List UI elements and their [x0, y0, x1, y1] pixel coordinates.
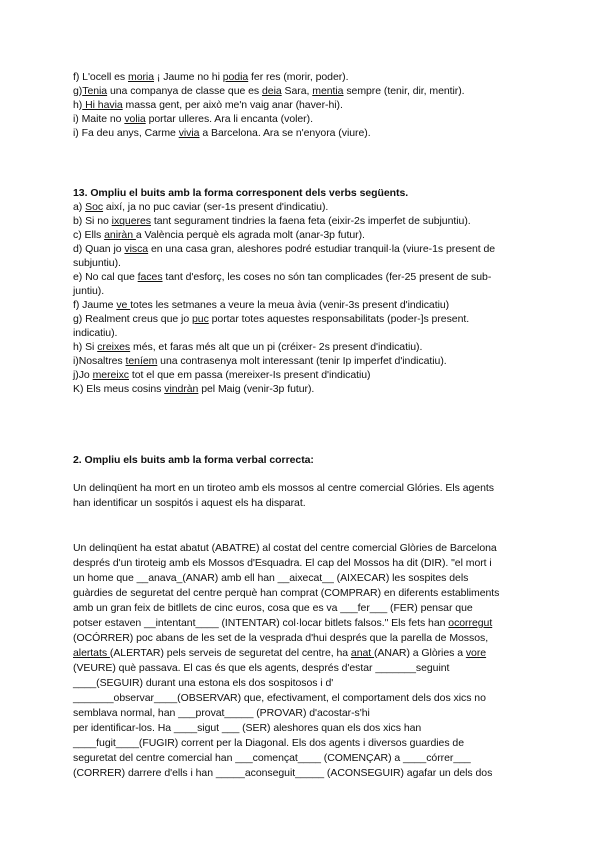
answer-underlined: vindràn — [164, 383, 199, 395]
exercise-2-text-line — [73, 646, 533, 661]
text-segment: h) Si — [73, 341, 98, 353]
exercise-2-text-line — [73, 601, 533, 616]
answer-underlined: creixes — [97, 341, 131, 353]
text-segment: semblava normal, han ___provat_____ (PROVAR) d'acostar-s'hi — [73, 707, 370, 719]
answer-underlined: ocorregut — [448, 617, 493, 629]
text-segment: subjuntiu). — [73, 257, 121, 269]
previous-exercise-continuation — [73, 70, 533, 140]
exercise-2-text-line — [73, 556, 533, 571]
answer-underlined: mereixc — [92, 369, 129, 381]
answer-underlined: Tenia — [82, 85, 108, 97]
exercise-2-text-line — [73, 766, 533, 781]
text-segment: potser estaven __intentant____ (INTENTAR) col·locar bitlets falsos." Els fets han — [73, 617, 449, 629]
text-segment: Un delinqüent ha estat abatut (ABATRE) al costat del centre comercial Glòries de Barcelona — [73, 542, 497, 554]
exercise-2-text-line — [73, 541, 533, 556]
exercise-13-line — [73, 270, 533, 284]
previous-exercise-line — [73, 112, 533, 126]
text-segment: ____(SEGUIR) durant una estona els dos sospitosos i d' — [73, 677, 334, 689]
text-segment: h) — [73, 99, 83, 111]
exercise-2-text — [73, 541, 533, 781]
text-segment: així, ja no puc caviar (ser-1s present d'indicatiu). — [103, 201, 329, 213]
text-segment: tant segurament tindries la faena feta (eixir-2s imperfet de subjuntiu). — [150, 215, 471, 227]
exercise-2-text-line — [73, 571, 533, 586]
exercise-2-intro — [73, 481, 533, 511]
text-segment: b) Si no — [73, 215, 112, 227]
exercise-13-line — [73, 200, 533, 214]
answer-underlined: visca — [124, 243, 149, 255]
answer-underlined: vivia — [178, 127, 200, 139]
exercise-13-items — [73, 200, 533, 396]
exercise-13-line — [73, 214, 533, 228]
text-segment: (ALERTAR) pels serveis de seguretat del centre, ha — [109, 647, 351, 659]
answer-underlined: puc — [191, 313, 209, 325]
exercise-2-text-line — [73, 661, 533, 676]
answer-underlined: anat — [350, 647, 375, 659]
exercise-2-text-line — [73, 721, 533, 736]
exercise-2-text-line — [73, 676, 533, 691]
exercise-2-intro-line — [73, 496, 533, 511]
text-segment: ¡ Jaume no hi — [154, 71, 223, 83]
exercise-13-line — [73, 368, 533, 382]
text-segment: g) — [73, 85, 83, 97]
text-segment: e) No cal que — [73, 271, 138, 283]
previous-exercise-line — [73, 70, 533, 84]
previous-exercise-line — [73, 98, 533, 112]
answer-underlined: mentia — [312, 85, 344, 97]
text-segment: i) Maite no — [73, 113, 125, 125]
exercise-2-heading: 2. Ompliu els buits amb la forma verbal correcta: — [73, 454, 314, 466]
text-segment: a València perquè els agrada molt (anar-3p futur). — [135, 229, 365, 241]
text-segment: una contrasenya molt interessant (tenir Ip imperfet d'indicatiu). — [157, 355, 447, 367]
text-segment: tot el que em passa (mereixer-Is present d'indicatiu) — [129, 369, 371, 381]
text-segment: g) Realment creus que jo — [73, 313, 192, 325]
previous-exercise-line — [73, 126, 533, 140]
text-segment: K) Els meus cosins — [73, 383, 165, 395]
answer-underlined: volia — [124, 113, 146, 125]
answer-underlined: Hi havia — [82, 99, 123, 111]
exercise-13-line — [73, 340, 533, 354]
text-segment: c) Ells — [73, 229, 105, 241]
exercise-2-text-line — [73, 691, 533, 706]
exercise-13 — [73, 186, 533, 396]
exercise-2-text-line — [73, 586, 533, 601]
text-segment: indicatiu). — [73, 327, 118, 339]
text-segment: seguretat del centre comercial han ___començat____ (COMENÇAR) a ____córrer___ — [73, 752, 471, 764]
exercise-2-intro-line — [73, 481, 533, 496]
exercise-13-heading: 13. Ompliu el buits amb la forma corresponent dels verbs següents. — [73, 187, 409, 199]
exercise-13-line — [73, 298, 533, 312]
answer-underlined: faces — [137, 271, 163, 283]
answer-underlined: ixqueres — [111, 215, 151, 227]
exercise-13-line — [73, 354, 533, 368]
text-segment: guàrdies de seguretat del centre perquè han comprat (COMPRAR) en diferents establiments — [73, 587, 500, 599]
text-segment: Sara, — [281, 85, 313, 97]
text-segment: després d'un tiroteig amb els Mossos d'Esquadra. El cap del Mossos ha dit (DIR). "el mort i — [73, 557, 492, 569]
text-segment: fer res (morir, poder). — [248, 71, 349, 83]
text-segment: i) Fa deu anys, Carme — [73, 127, 179, 139]
text-segment: tant d'esforç, les coses no són tan complicades (fer-25 present de sub- — [162, 271, 492, 283]
text-segment: amb un gran feix de bitllets de cinc euros, cosa que es va ___fer___ (FER) pensar que — [73, 602, 473, 614]
answer-underlined: Soc — [85, 201, 104, 213]
text-segment: i)Nosaltres — [73, 355, 126, 367]
exercise-13-line — [73, 326, 533, 340]
text-segment: ____fugit____(FUGIR) corrent per la Diagonal. Els dos agents i diversos guardies de — [73, 737, 464, 749]
answer-underlined: podia — [222, 71, 249, 83]
text-segment: portar totes aquestes responsabilitats (poder-]s present. — [208, 313, 470, 325]
text-segment: per identificar-los. Ha ____sigut ___ (SER) aleshores quan els dos xics han — [73, 722, 422, 734]
exercise-13-line — [73, 312, 533, 326]
text-segment: (ANAR) a Glòries a — [374, 647, 466, 659]
text-segment: en una casa gran, aleshores podré estudiar tranquil·la (viure-1s present de — [148, 243, 496, 255]
text-segment: portar ulleres. Ara li encanta (voler). — [145, 113, 313, 125]
exercise-13-line — [73, 256, 533, 270]
exercise-2-text-line — [73, 616, 533, 631]
answer-underlined: vore — [465, 647, 487, 659]
text-segment: Un delinqüent ha mort en un tiroteo amb els mossos al centre comercial Glóries. Els agents — [73, 482, 494, 494]
exercise-2-text-line — [73, 706, 533, 721]
exercise-2-text-line — [73, 736, 533, 751]
text-segment: totes les setmanes a veure la meua àvia (venir-3s present d'indicatiu) — [130, 299, 450, 311]
text-segment: una companya de classe que es — [107, 85, 262, 97]
text-segment: (VEURE) què passava. El cas és que els agents, després d'estar _______seguint — [73, 662, 450, 674]
text-segment: juntiu). — [73, 285, 105, 297]
text-segment: pel Maig (venir-3p futur). — [198, 383, 315, 395]
text-segment: a Barcelona. Ara se n'enyora (viure). — [199, 127, 371, 139]
text-segment: han identificar un sospitós i aquest els ha disparat. — [73, 497, 306, 509]
text-segment: massa gent, per això me'n vaig anar (haver-hi). — [122, 99, 343, 111]
previous-exercise-line — [73, 84, 533, 98]
text-segment: (CORRER) darrere d'ells i han _____aconseguit_____ (ACONSEGUIR) agafar un dels dos — [73, 767, 493, 779]
text-segment: f) Jaume — [73, 299, 117, 311]
text-segment: d) Quan jo — [73, 243, 125, 255]
exercise-2-heading-block — [73, 453, 533, 467]
exercise-13-line — [73, 242, 533, 256]
text-segment: _______observar____(OBSERVAR) que, efectivament, el comportament dels dos xics no — [73, 692, 486, 704]
answer-underlined: teníem — [125, 355, 158, 367]
exercise-2-text-line — [73, 631, 533, 646]
text-segment: a) — [73, 201, 86, 213]
text-segment: un home que __anava_(ANAR) amb ell han __aixecat__ (AIXECAR) les sospites dels — [73, 572, 469, 584]
text-segment: j)Jo — [73, 369, 93, 381]
answer-underlined: aniràn — [104, 229, 136, 241]
answer-underlined: ve — [116, 299, 131, 311]
answer-underlined: alertats — [73, 647, 110, 659]
exercise-13-line — [73, 284, 533, 298]
exercise-13-line — [73, 382, 533, 396]
answer-underlined: moria — [128, 71, 155, 83]
text-segment: f) L'ocell es — [73, 71, 128, 83]
exercise-2-text-line — [73, 751, 533, 766]
exercise-13-line — [73, 228, 533, 242]
text-segment: (OCÓRRER) poc abans de les set de la vesprada d'hui després que la parella de Mossos, — [73, 632, 489, 644]
answer-underlined: deia — [262, 85, 282, 97]
text-segment: més, et faras més alt que un pi (créixer- 2s present d'indicatiu). — [130, 341, 423, 353]
text-segment: sempre (tenir, dir, mentir). — [343, 85, 465, 97]
